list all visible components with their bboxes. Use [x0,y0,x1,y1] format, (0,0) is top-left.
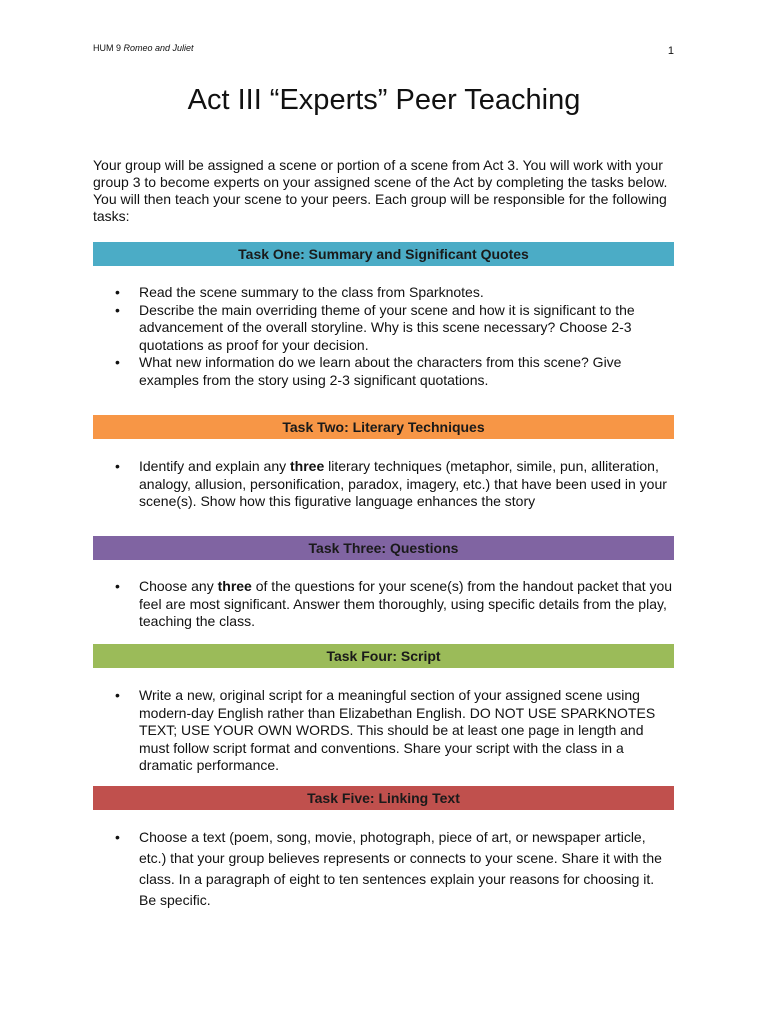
list-item: • What new information do we learn about the characters from this scene? Give examples from the story using 2-3 significant quotations. [93,354,675,389]
intro-paragraph: Your group will be assigned a scene or portion of a scene from Act 3. You will work with your group 3 to become experts on your assigned scene of the Act by completing the tasks below. You will then teach your scene to your peers. Each group will be responsible for the following tasks: [93,157,668,224]
list-item: • Choose a text (poem, song, movie, photograph, piece of art, or newspaper article, etc.) that your group believes represents or connects to your scene. Share it with the class. In a paragraph of eight to ten sentences explain your reasons for choosing it. Be specific. [93,827,675,911]
item-text: Identify and explain any [139,458,290,474]
item-emphasis: three [290,458,325,474]
page-header [93,43,674,57]
task-three-heading: Task Three: Questions [93,536,674,560]
course-title: Romeo and Juliet [123,43,194,53]
task-four-heading: Task Four: Script [93,644,674,668]
list-item: • Read the scene summary to the class from Sparknotes. [93,284,675,302]
task-one-heading: Task One: Summary and Significant Quotes [93,242,674,266]
list-item [93,578,675,631]
course-label [93,43,194,53]
task-two-list [93,458,675,511]
item-text: Choose any [139,578,218,594]
task-five-list [93,827,675,911]
task-three-list [93,578,675,631]
list-item [93,458,675,511]
page-number: 1 [667,45,674,57]
item-text: literary techniques (metaphor, simile, pun, alliteration, analogy, allusion, personification, paradox, imagery, etc.) that have been used in your scene(s). Show how this figurative language enhances the story [139,458,667,509]
task-five-heading: Task Five: Linking Text [93,786,674,810]
item-emphasis: three [217,578,252,594]
document-title: Act III “Experts” Peer Teaching [187,84,581,116]
task-one-list [93,284,675,389]
course-code: HUM 9 [93,43,124,53]
list-item: • Write a new, original script for a meaningful section of your assigned scene using modern-day English rather than Elizabethan English. DO NOT USE SPARKNOTES TEXT; USE YOUR OWN WORDS. This should be at least one page in length and must follow script format and conventions. Share your script with the class in a dramatic performance. [93,687,675,775]
list-item: • Describe the main overriding theme of your scene and how it is significant to the advancement of the overall storyline. Why is this scene necessary? Choose 2-3 quotations as proof for your decision. [93,302,675,355]
item-text: of the questions for your scene(s) from the handout packet that you feel are most significant. Answer them thoroughly, using specific details from the play, teaching the class. [139,578,673,629]
task-two-heading: Task Two: Literary Techniques [93,415,674,439]
task-four-list [93,687,675,775]
